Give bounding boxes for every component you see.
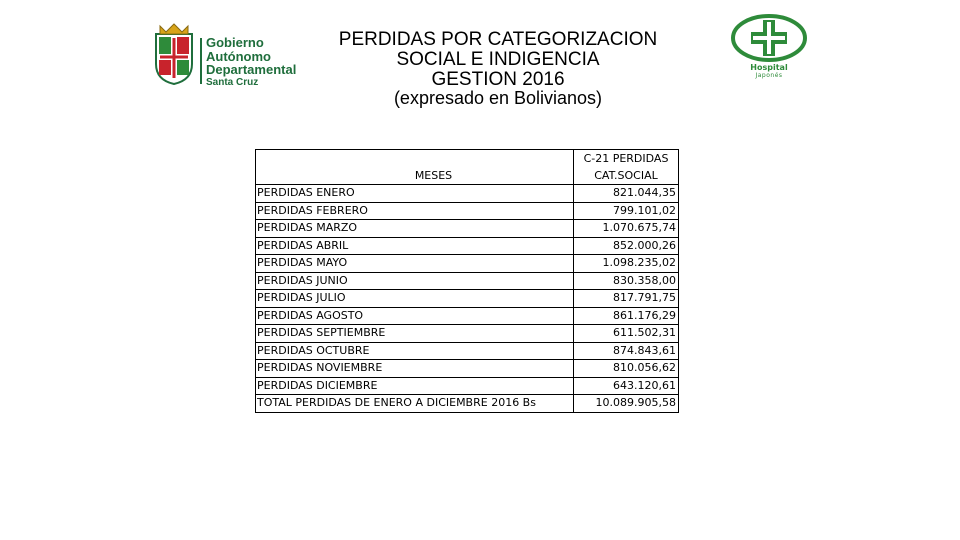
row-label: PERDIDAS AGOSTO [256,307,574,325]
gov-logo-line2: Autónomo [206,48,271,64]
total-label: TOTAL PERDIDAS DE ENERO A DICIEMBRE 2016 Bs [256,395,574,413]
row-label: PERDIDAS MAYO [256,255,574,273]
row-label: PERDIDAS DICIEMBRE [256,377,574,395]
col-header-value-line1: C-21 PERDIDAS [583,152,669,165]
row-value: 817.791,75 [574,290,679,308]
gov-logo-line1: Gobierno [206,35,264,50]
row-label: PERDIDAS JULIO [256,290,574,308]
page-title [298,30,698,90]
row-label: PERDIDAS NOVIEMBRE [256,360,574,378]
hospital-cross-icon [728,12,810,64]
row-label: PERDIDAS JUNIO [256,272,574,290]
col-header-meses: MESES [256,150,574,185]
gobierno-logo-text [206,36,296,89]
col-header-value-line2: CAT.SOCIAL [594,169,658,182]
table-row [256,325,679,343]
table-row [256,255,679,273]
table-row [256,342,679,360]
gobierno-logo [152,20,312,86]
row-value: 1.098.235,02 [574,255,679,273]
row-label: PERDIDAS ENERO [256,185,574,203]
table-row [256,360,679,378]
row-value: 643.120,61 [574,377,679,395]
row-value: 1.070.675,74 [574,220,679,238]
row-label: PERDIDAS OCTUBRE [256,342,574,360]
hospital-logo-line2: Japonés [755,72,783,79]
gov-logo-line4: Santa Cruz [206,76,259,88]
title-line1: PERDIDAS POR CATEGORIZACION [338,29,658,50]
row-value: 799.101,02 [574,202,679,220]
gov-logo-line3: Departamental [206,62,297,77]
table-row [256,307,679,325]
row-value: 810.056,62 [574,360,679,378]
hospital-logo [728,12,810,84]
row-label: PERDIDAS SEPTIEMBRE [256,325,574,343]
row-value: 611.502,31 [574,325,679,343]
title-line3: GESTION 2016 [431,69,565,90]
table-row [256,272,679,290]
row-value: 821.044,35 [574,185,679,203]
table-total-row [256,395,679,413]
table-row [256,202,679,220]
title-line2: SOCIAL E INDIGENCIA [396,49,600,70]
col-header-value [574,150,679,185]
hospital-logo-line1: Hospital [750,63,788,72]
table-row [256,220,679,238]
page-subtitle: (expresado en Bolivianos) [393,88,603,108]
row-value: 830.358,00 [574,272,679,290]
losses-table [255,149,679,413]
table-row [256,377,679,395]
santa-cruz-crest-icon [152,20,196,86]
table-row [256,185,679,203]
row-value: 852.000,26 [574,237,679,255]
table-row [256,290,679,308]
logo-divider [200,38,202,84]
total-value: 10.089.905,58 [574,395,679,413]
table-row [256,237,679,255]
row-label: PERDIDAS FEBRERO [256,202,574,220]
row-label: PERDIDAS MARZO [256,220,574,238]
row-value: 874.843,61 [574,342,679,360]
row-value: 861.176,29 [574,307,679,325]
table-header-row [256,150,679,185]
row-label: PERDIDAS ABRIL [256,237,574,255]
hospital-logo-text [728,64,810,80]
